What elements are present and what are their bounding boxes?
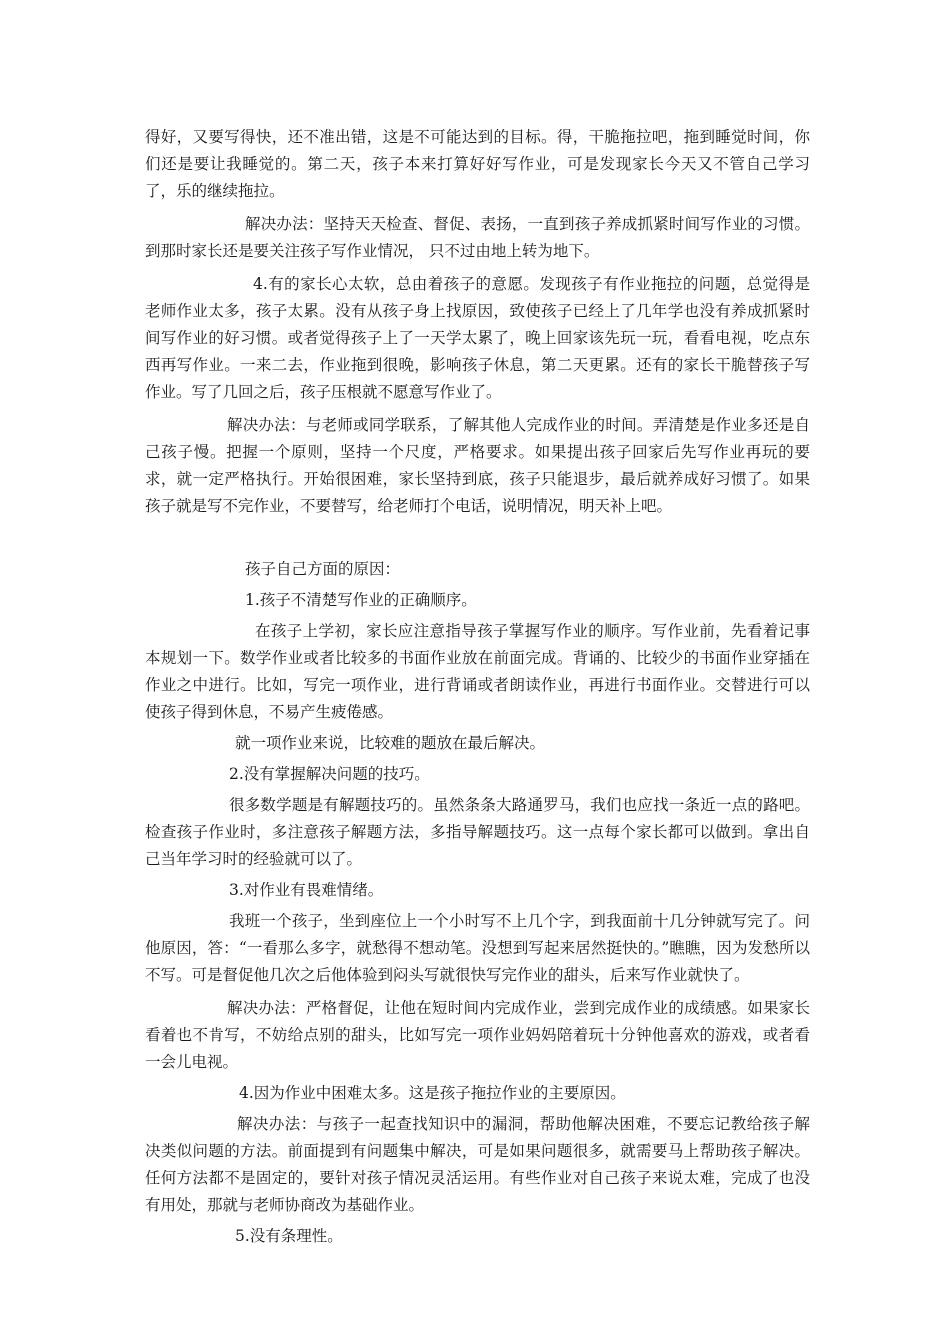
paragraph-problem-solving-skills: 很多数学题是有解题技巧的。虽然条条大路通罗马，我们也应找一条近一点的路吧。检查孩子作业时，多注意孩子解题方法，多指导解题技巧。这一点每个家长都可以做到。拿出自己当年学习时的经验就可以了。 [145,796,810,868]
paragraph-hard-questions-last: 就一项作业来说，比较难的题放在最后解决。 [235,734,546,752]
paragraph-point-4-soft-parents: 4.有的家长心太软，总由着孩子的意愿。发现孩子有作业拖拉的问题，总觉得是老师作业太多，孩子太累。没有从孩子身上找原因，致使孩子已经上了几年学也没有养成抓紧时间写作业的好习惯。或者觉得孩子上了一天学太累了，晚上回家该先玩一玩，看看电视，吃点东西再写作业。一来二去，作业拖到很晚，影响孩子休息，第二天更累。还有的家长干脆替孩子写作业。写了几回之后，孩子压根就不愿意写作业了。 [145,275,810,401]
heading-point-1: 1.孩子不清楚写作业的正确顺序。 [245,591,477,609]
document-body [145,124,810,1250]
paragraph-homework-order: 在孩子上学初，家长应注意指导孩子掌握写作业的顺序。写作业前，先看着记事本规划一下。数学作业或者比较多的书面作业放在前面完成。背诵的、比较少的书面作业穿插在作业之中进行。比如，写完一项作业，进行背诵或者朗读作业，再进行书面作业。交替进行可以使孩子得到休息，不易产生疲倦感。 [145,622,810,721]
heading-point-4-difficulties: 4.因为作业中困难太多。这是孩子拖拉作业的主要原因。 [239,1084,626,1102]
section-heading-child-reasons: 孩子自己方面的原因： [245,560,401,578]
paragraph-solution-4: 解决办法：与孩子一起查找知识中的漏洞，帮助他解决困难，不要忘记教给孩子解决类似问题的方法。前面提到有问题集中解决，可是如果问题很多，就需要马上帮助孩子解决。任何方法都不是固定的，要针对孩子情况灵活运用。有些作业对自己孩子来说太难，完成了也没有用处，那就与老师协商改为基础作业。 [145,1115,810,1214]
paragraph-solution-2: 解决办法：与老师或同学联系，了解其他人完成作业的时间。弄清楚是作业多还是自己孩子慢。把握一个原则，坚持一个尺度，严格要求。如果提出孩子回家后先写作业再玩的要求，就一定严格执行。开始很困难，家长坚持到底，孩子只能退步，最后就养成好习惯了。如果孩子就是写不完作业，不要替写，给老师打个电话，说明情况，明天补上吧。 [145,416,810,515]
heading-point-5: 5.没有条理性。 [235,1227,343,1245]
heading-point-3: 3.对作业有畏难情绪。 [229,881,384,899]
paragraph-solution-1: 解决办法：坚持天天检查、督促、表扬，一直到孩子养成抓紧时间写作业的习惯。到那时家长还是要关注孩子写作业情况， 只不过由地上转为地下。 [145,215,810,260]
heading-point-2: 2.没有掌握解决问题的技巧。 [229,765,430,783]
paragraph-solution-3: 解决办法：严格督促，让他在短时间内完成作业，尝到完成作业的成绩感。如果家长看着也不肯写，不妨给点别的甜头，比如写完一项作业妈妈陪着玩十分钟他喜欢的游戏，或者看一会儿电视。 [145,999,810,1071]
paragraph-fear-of-homework: 我班一个孩子，坐到座位上一个小时写不上几个字，到我面前十几分钟就写完了。问他原因，答：“一看那么多字，就愁得不想动笔。没想到写起来居然挺快的。”瞧瞧，因为发愁所以不写。可是督促他几次之后他体验到闷头写就很快写完作业的甜头，后来写作业就快了。 [145,912,810,984]
paragraph-continuation: 得好，又要写得快，还不准出错，这是不可能达到的目标。得，干脆拖拉吧，拖到睡觉时间，你们还是要让我睡觉的。第二天，孩子本来打算好好写作业，可是发现家长今天又不管自己学习了，乐的继续拖拉。 [145,128,810,200]
